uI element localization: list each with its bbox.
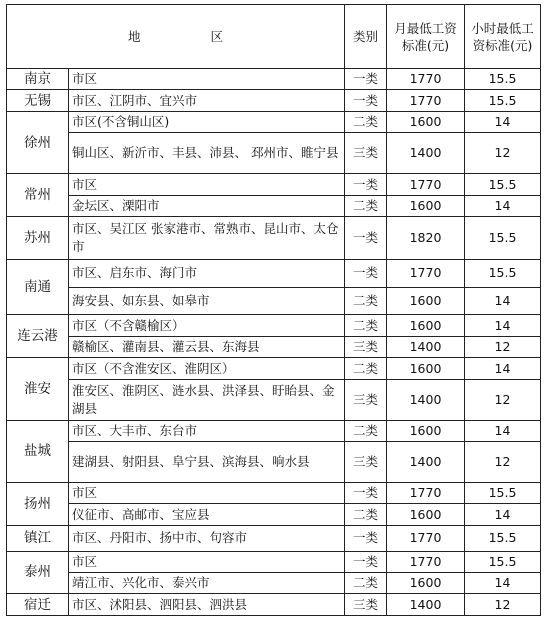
category-cell: 二类 [345, 195, 387, 216]
hourly-cell: 14 [465, 420, 541, 441]
city-cell: 扬州 [7, 483, 69, 526]
category-cell: 一类 [345, 174, 387, 195]
area-cell: 海安县、如东县、如皋市 [69, 287, 345, 315]
monthly-cell: 1770 [387, 90, 465, 111]
table-row [7, 442, 541, 483]
hourly-cell: 15.5 [465, 551, 541, 572]
category-cell: 二类 [345, 504, 387, 525]
table-row [7, 572, 541, 593]
category-cell: 三类 [345, 133, 387, 174]
table-row [7, 379, 541, 420]
header-category: 类别 [345, 5, 387, 69]
table-row [7, 594, 541, 616]
area-cell: 市区 [69, 69, 345, 90]
category-cell: 一类 [345, 217, 387, 260]
table-row [7, 174, 541, 195]
hourly-cell: 14 [465, 287, 541, 315]
hourly-cell: 12 [465, 379, 541, 420]
table-row [7, 551, 541, 572]
monthly-cell: 1600 [387, 420, 465, 441]
monthly-cell: 1820 [387, 217, 465, 260]
area-cell: 市区 [69, 483, 345, 504]
category-cell: 二类 [345, 358, 387, 379]
city-cell: 南通 [7, 260, 69, 315]
hourly-cell: 12 [465, 336, 541, 357]
monthly-cell: 1600 [387, 358, 465, 379]
area-cell: 靖江市、兴化市、泰兴市 [69, 572, 345, 593]
header-region [7, 5, 345, 69]
hourly-cell: 12 [465, 133, 541, 174]
monthly-cell: 1770 [387, 260, 465, 288]
hourly-cell: 14 [465, 572, 541, 593]
city-cell: 苏州 [7, 217, 69, 260]
header-row [7, 5, 541, 69]
monthly-cell: 1600 [387, 504, 465, 525]
city-cell: 镇江 [7, 525, 69, 551]
monthly-cell: 1770 [387, 69, 465, 90]
area-cell: 金坛区、溧阳市 [69, 195, 345, 216]
hourly-cell: 12 [465, 442, 541, 483]
monthly-cell: 1600 [387, 572, 465, 593]
table-row [7, 358, 541, 379]
monthly-cell: 1600 [387, 111, 465, 132]
table-row [7, 483, 541, 504]
area-cell: 市区、江阴市、宜兴市 [69, 90, 345, 111]
area-cell: 仪征市、高邮市、宝应县 [69, 504, 345, 525]
hourly-cell: 14 [465, 504, 541, 525]
category-cell: 二类 [345, 572, 387, 593]
category-cell: 一类 [345, 551, 387, 572]
hourly-cell: 15.5 [465, 90, 541, 111]
table-row [7, 260, 541, 288]
hourly-cell: 15.5 [465, 260, 541, 288]
area-cell: 市区 [69, 174, 345, 195]
city-cell: 盐城 [7, 420, 69, 482]
table-row [7, 525, 541, 551]
monthly-cell: 1770 [387, 525, 465, 551]
area-cell: 建湖县、射阳县、阜宁县、滨海县、响水县 [69, 442, 345, 483]
hourly-cell: 15.5 [465, 69, 541, 90]
category-cell: 二类 [345, 420, 387, 441]
category-cell: 三类 [345, 594, 387, 616]
area-cell: 市区、启东市、海门市 [69, 260, 345, 288]
hourly-cell: 14 [465, 358, 541, 379]
monthly-cell: 1400 [387, 336, 465, 357]
monthly-cell: 1770 [387, 174, 465, 195]
minimum-wage-table [6, 4, 541, 616]
category-cell: 二类 [345, 315, 387, 336]
monthly-cell: 1400 [387, 442, 465, 483]
area-cell: 赣榆区、灌南县、灌云县、东海县 [69, 336, 345, 357]
table-row [7, 69, 541, 90]
category-cell: 一类 [345, 483, 387, 504]
table-row [7, 420, 541, 441]
category-cell: 三类 [345, 442, 387, 483]
area-cell: 市区 [69, 551, 345, 572]
table-row [7, 504, 541, 525]
category-cell: 一类 [345, 90, 387, 111]
city-cell: 南京 [7, 69, 69, 90]
table-row [7, 336, 541, 357]
city-cell: 徐州 [7, 111, 69, 173]
hourly-cell: 14 [465, 111, 541, 132]
hourly-cell: 14 [465, 315, 541, 336]
monthly-cell: 1600 [387, 287, 465, 315]
monthly-cell: 1770 [387, 551, 465, 572]
category-cell: 三类 [345, 336, 387, 357]
category-cell: 二类 [345, 111, 387, 132]
hourly-cell: 15.5 [465, 483, 541, 504]
table-row [7, 315, 541, 336]
table-row [7, 90, 541, 111]
area-cell: 市区、大丰市、东台市 [69, 420, 345, 441]
city-cell: 连云港 [7, 315, 69, 358]
area-cell: 市区(不含铜山区) [69, 111, 345, 132]
monthly-cell: 1600 [387, 195, 465, 216]
city-cell: 泰州 [7, 551, 69, 594]
category-cell: 二类 [345, 287, 387, 315]
header-region-char-2: 区 [210, 28, 224, 44]
table-row [7, 217, 541, 260]
header-hourly-min: 小时最低工资标准(元) [465, 5, 541, 69]
monthly-cell: 1400 [387, 133, 465, 174]
hourly-cell: 15.5 [465, 525, 541, 551]
monthly-cell: 1770 [387, 483, 465, 504]
city-cell: 宿迁 [7, 594, 69, 616]
area-cell: 市区（不含淮安区、淮阴区） [69, 358, 345, 379]
area-cell: 市区、丹阳市、扬中市、句容市 [69, 525, 345, 551]
hourly-cell: 15.5 [465, 174, 541, 195]
category-cell: 一类 [345, 69, 387, 90]
hourly-cell: 12 [465, 594, 541, 616]
hourly-cell: 14 [465, 195, 541, 216]
city-cell: 无锡 [7, 90, 69, 111]
city-cell: 常州 [7, 174, 69, 217]
table-body [7, 69, 541, 616]
city-cell: 淮安 [7, 358, 69, 420]
header-monthly-min: 月最低工资标准(元) [387, 5, 465, 69]
table-row [7, 133, 541, 174]
area-cell: 铜山区、新沂市、丰县、沛县、 邳州市、睢宁县 [69, 133, 345, 174]
table-row [7, 111, 541, 132]
category-cell: 三类 [345, 379, 387, 420]
header-region-char-1: 地 [127, 28, 141, 44]
area-cell: 市区、沭阳县、泗阳县、泗洪县 [69, 594, 345, 616]
area-cell: 市区（不含赣榆区） [69, 315, 345, 336]
monthly-cell: 1600 [387, 315, 465, 336]
area-cell: 淮安区、淮阴区、涟水县、洪泽县、盱眙县、金湖县 [69, 379, 345, 420]
hourly-cell: 15.5 [465, 217, 541, 260]
category-cell: 一类 [345, 525, 387, 551]
table-row [7, 287, 541, 315]
table-row [7, 195, 541, 216]
category-cell: 一类 [345, 260, 387, 288]
area-cell: 市区、吴江区 张家港市、常熟市、昆山市、太仓市 [69, 217, 345, 260]
table-header [7, 5, 541, 69]
monthly-cell: 1400 [387, 379, 465, 420]
monthly-cell: 1400 [387, 594, 465, 616]
